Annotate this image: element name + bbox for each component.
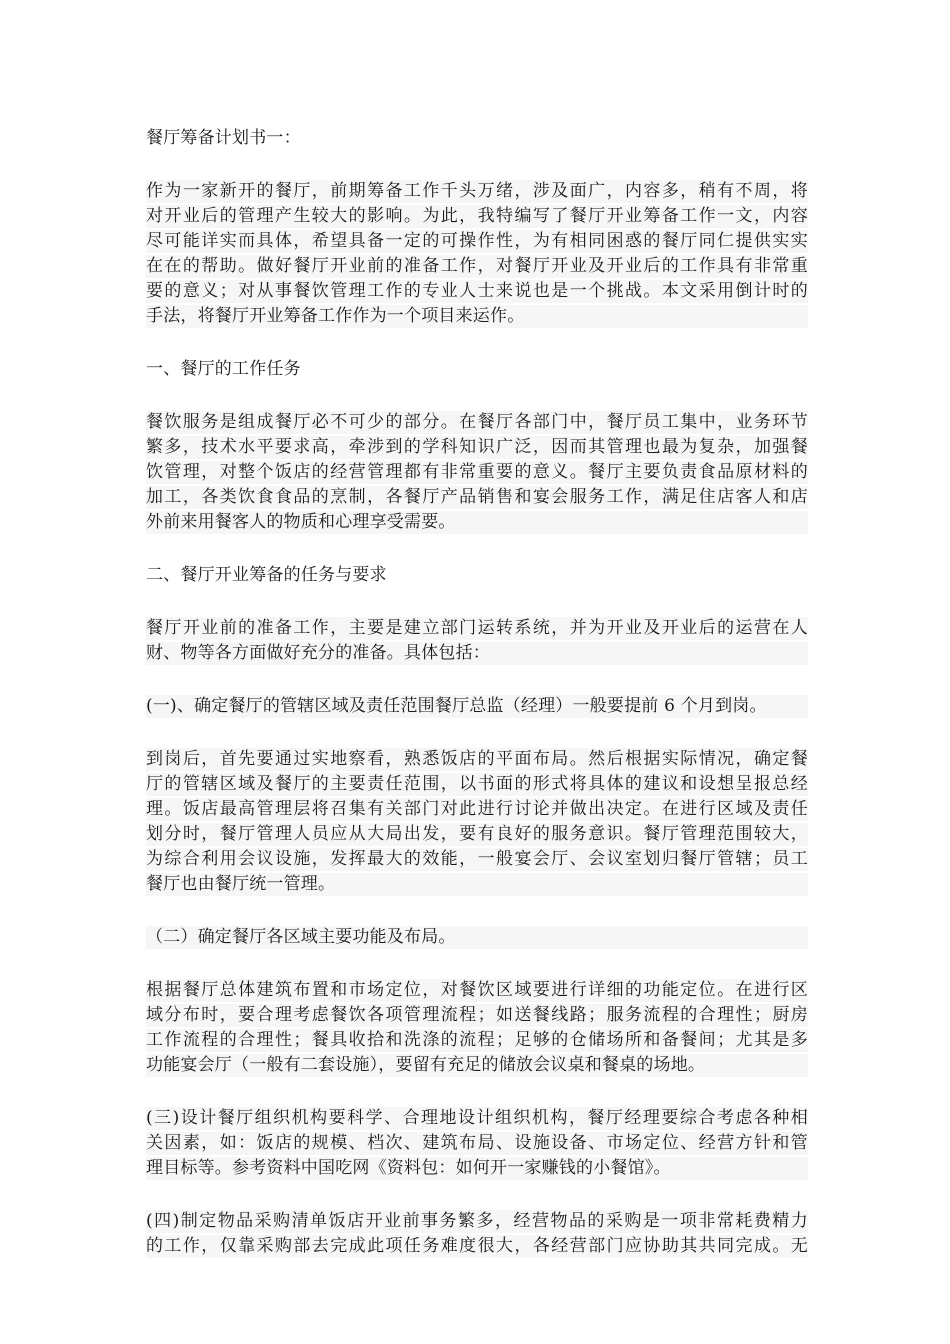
paragraph-item-2-body [146, 978, 808, 1078]
text-line: 功能宴会厅（一般有二套设施），要留有充足的储放会议桌和餐桌的场地。 [146, 1053, 808, 1078]
text-line: 餐厅筹备计划书一： [146, 128, 301, 148]
paragraph-item-3 [146, 1106, 808, 1181]
paragraph-item-4 [146, 1209, 808, 1259]
text-line: 工作流程的合理性；餐具收拾和洗涤的流程；足够的仓储场所和备餐间；尤其是多 [146, 1028, 808, 1053]
text-line: 餐厅也由餐厅统一管理。 [146, 872, 808, 897]
text-line: (一)、确定餐厅的管辖区域及责任范围餐厅总监（经理）一般要提前 6 个月到岗。 [146, 694, 808, 719]
paragraph-intro [146, 179, 808, 329]
paragraph-section-1-body [146, 410, 808, 535]
text-line: 为综合利用会议设施，发挥最大的效能，一般宴会厅、会议室划归餐厅管辖；员工 [146, 847, 808, 872]
text-line: 财、物等各方面做好充分的准备。具体包括： [146, 641, 808, 666]
text-line: 外前来用餐客人的物质和心理享受需要。 [146, 510, 808, 535]
paragraph-section-2-body [146, 616, 808, 666]
text-line: 到岗后，首先要通过实地察看，熟悉饭店的平面布局。然后根据实际情况，确定餐 [146, 747, 808, 772]
document-page [146, 126, 808, 1287]
text-line: 餐饮服务是组成餐厅必不可少的部分。在餐厅各部门中，餐厅员工集中，业务环节 [146, 410, 808, 435]
text-line: (四)制定物品采购清单饭店开业前事务繁多，经营物品的采购是一项非常耗费精力 [146, 1209, 808, 1234]
text-line: 作为一家新开的餐厅，前期筹备工作千头万绪，涉及面广，内容多，稍有不周，将 [146, 179, 808, 204]
text-line: 根据餐厅总体建筑布置和市场定位，对餐饮区域要进行详细的功能定位。在进行区 [146, 978, 808, 1003]
text-line: 域分布时，要合理考虑餐饮各项管理流程；如送餐线路；服务流程的合理性；厨房 [146, 1003, 808, 1028]
text-line: 理。饭店最高管理层将召集有关部门对此进行讨论并做出决定。在进行区域及责任 [146, 797, 808, 822]
text-line: （二）确定餐厅各区域主要功能及布局。 [146, 925, 808, 950]
text-line: 繁多，技术水平要求高，牵涉到的学科知识广泛，因而其管理也最为复杂，加强餐 [146, 435, 808, 460]
paragraph-section-2-heading [146, 563, 808, 588]
text-line: 手法，将餐厅开业筹备工作作为一个项目来运作。 [146, 304, 808, 329]
paragraph-item-2-heading [146, 925, 808, 950]
text-line: 饮管理，对整个饭店的经营管理都有非常重要的意义。餐厅主要负责食品原材料的 [146, 460, 808, 485]
text-line: 尽可能详实而具体，希望具备一定的可操作性，为有相同困惑的餐厅同仁提供实实 [146, 229, 808, 254]
paragraph-title [146, 126, 808, 151]
text-line: (三)设计餐厅组织机构要科学、合理地设计组织机构，餐厅经理要综合考虑各种相 [146, 1106, 808, 1131]
text-line: 划分时，餐厅管理人员应从大局出发，要有良好的服务意识。餐厅管理范围较大， [146, 822, 808, 847]
text-line: 一、餐厅的工作任务 [146, 359, 301, 379]
text-line: 对开业后的管理产生较大的影响。为此，我特编写了餐厅开业筹备工作一文，内容 [146, 204, 808, 229]
text-line: 加工，各类饮食食品的烹制，各餐厅产品销售和宴会服务工作，满足住店客人和店 [146, 485, 808, 510]
paragraph-item-1-heading [146, 694, 808, 719]
text-line: 二、餐厅开业筹备的任务与要求 [146, 565, 387, 585]
text-line: 厅的管辖区域及餐厅的主要责任范围，以书面的形式将具体的建议和设想呈报总经 [146, 772, 808, 797]
text-line: 要的意义；对从事餐饮管理工作的专业人士来说也是一个挑战。本文采用倒计时的 [146, 279, 808, 304]
text-line: 理目标等。参考资料中国吃网《资料包：如何开一家赚钱的小餐馆》。 [146, 1156, 808, 1181]
text-line: 关因素，如：饭店的规模、档次、建筑布局、设施设备、市场定位、经营方针和管 [146, 1131, 808, 1156]
paragraph-section-1-heading [146, 357, 808, 382]
paragraph-item-1-body [146, 747, 808, 897]
text-line: 的工作，仅靠采购部去完成此项任务难度很大，各经营部门应协助其共同完成。无 [146, 1234, 808, 1259]
text-line: 餐厅开业前的准备工作，主要是建立部门运转系统，并为开业及开业后的运营在人 [146, 616, 808, 641]
text-line: 在在的帮助。做好餐厅开业前的准备工作，对餐厅开业及开业后的工作具有非常重 [146, 254, 808, 279]
